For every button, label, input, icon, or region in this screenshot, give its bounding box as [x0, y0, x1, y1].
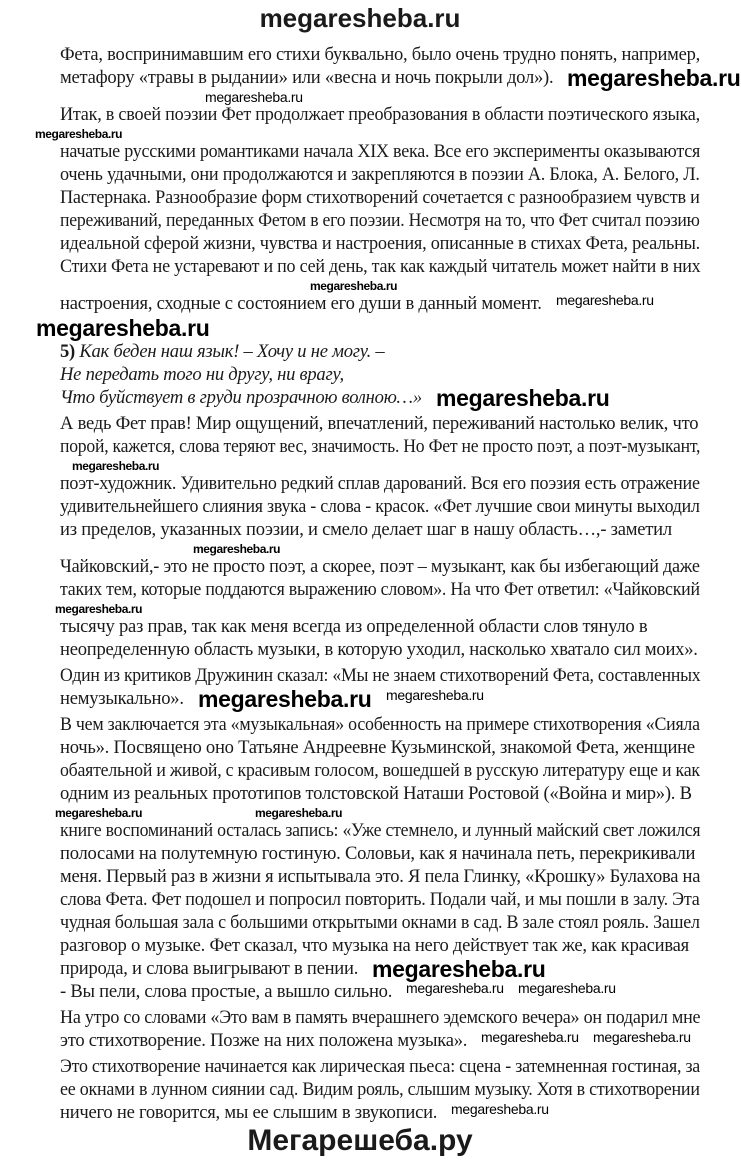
text-line: ее окнами в лунном сиянии сад. Видим рояль, слышим музыку. Хотя в стихотворении: [60, 1079, 700, 1100]
text-line: удивительнейшего слияния звука - слова - красок. «Фет лучшие свои минуты выходил: [60, 496, 700, 517]
text-line: книге воспоминаний осталась запись: «Уже стемнело, и лунный майский свет ложился: [60, 820, 701, 841]
poem-line: Не передать того ни другу, ни врагу,: [60, 364, 344, 385]
text-line: слова Фета. Фет подошел и попросил повторить. Подали чай, и мы пошли в залу. Эта: [60, 889, 700, 910]
watermark: megaresheba.ru: [593, 1029, 691, 1045]
text-line: меня. Первый раз в жизни я испытывала это. Я пела Глинку, «Крошку» Булахова на: [60, 866, 701, 887]
text-line: переживаний, переданных Фетом в его поэзии. Несмотря на то, что Фет считал поэзию: [60, 210, 700, 231]
text-line: очень удачными, они продолжаются и закрепляются в поэзии А. Блока, А. Белого, Л.: [60, 164, 700, 185]
text-line: ничего не говорится, мы ее слышим в звукописи.: [60, 1102, 438, 1123]
text-line: одним из реальных прототипов толстовской Наташи Ростовой («Война и мир»). В: [60, 783, 692, 804]
text-line: неопределенную область музыки, в которую уходил, насколько хватало сил моих».: [60, 639, 698, 660]
watermark: megaresheba.ru: [481, 1029, 579, 1045]
watermark: megaresheba.ru: [55, 602, 143, 616]
text-line: Итак, в своей поэзии Фет продолжает преобразования в области поэтического языка,: [60, 104, 700, 125]
text-line: Чайковский,- это не просто поэт, а скорее, поэт – музыкант, как бы избегающий даже: [60, 556, 700, 577]
text-line: Пастернака. Разнообразие форм стихотворений сочетается с разнообразием чувств и: [60, 187, 700, 208]
text-line: В чем заключается эта «музыкальная» особенность на примере стихотворения «Сияла: [60, 714, 700, 735]
watermark: megaresheba.ru: [451, 1101, 549, 1117]
item-number: 5): [60, 341, 75, 362]
poem-line: Что буйствует в груди прозрачною волною…»: [60, 387, 422, 408]
watermark: megaresheba.ru: [205, 89, 303, 105]
text-line: идеальной сферой жизни, чувства и настроения, описанные в стихах Фета, реальны.: [60, 233, 700, 254]
text-line: - Вы пели, слова простые, а вышло сильно.: [60, 981, 393, 1002]
text-line: ночь». Посвящено оно Татьяне Андреевне Кузьминской, знакомой Фета, женщине: [60, 737, 695, 758]
watermark: megaresheba.ru: [255, 806, 343, 820]
text-line: начатые русскими романтиками начала XIX века. Все его эксперименты оказываются: [60, 141, 701, 162]
text-line: На утро со словами «Это вам в память вчерашнего эдемского вечера» он подарил мне: [60, 1007, 701, 1028]
watermark: megaresheba.ru: [556, 292, 654, 308]
text-line: разговор о музыке. Фет сказал, что музыка на него действует так же, как красивая: [60, 935, 689, 956]
text-line: обаятельной и живой, с красивым голосом, вошедшей в русскую литературу еще и как: [60, 760, 700, 781]
text-line: немузыкально».: [60, 688, 184, 709]
text-line: таких тем, которые поддаются выражению словом». На что Фет ответил: «Чайковский: [60, 579, 700, 600]
watermark: megaresheba.ru: [518, 980, 616, 996]
text-line: Стихи Фета не устаревают и по сей день, так как каждый читатель может найти в них: [60, 256, 701, 277]
text-line: полосами на полутемную гостиную. Соловьи, как я начинала петь, перекрикивали: [60, 843, 696, 864]
text-line: поэт-художник. Удивительно редкий сплав дарований. Вся его поэзия есть отражение: [60, 473, 700, 494]
text-line: тысячу раз прав, так как меня всегда из определенной области слов тянуло в: [60, 616, 648, 637]
text-line: из пределов, указанных поэзии, и смело делает шаг в нашу область…,- заметил: [60, 519, 672, 540]
watermark: megaresheba.ru: [567, 65, 741, 91]
watermark: megaresheba.ru: [198, 686, 372, 712]
watermark: megaresheba.ru: [36, 315, 210, 341]
watermark: megaresheba.ru: [406, 980, 504, 996]
watermark: megaresheba.ru: [55, 806, 143, 820]
text-line: чудная большая зала с большими открытыми окнами в сад. В зале стоял рояль. Зашел: [60, 912, 700, 933]
text-line: это стихотворение. Позже на них положена музыка».: [60, 1030, 468, 1051]
site-footer: Мегарешеба.ру: [247, 1124, 473, 1157]
text-line: Это стихотворение начинается как лирическая пьеса: сцена - затемненная гостиная, за: [60, 1056, 701, 1077]
watermark: megaresheba.ru: [372, 956, 546, 982]
text-line: порой, кажется, слова теряют вес, значимость. Но Фет не просто поэт, а поэт-музыкант,: [60, 436, 701, 457]
text-line: природа, и слова выигрывают в пении.: [60, 958, 359, 979]
poem-text: Как беден наш язык! – Хочу и не могу. –: [79, 341, 385, 362]
watermark: megaresheba.ru: [193, 542, 281, 556]
text-line: настроения, сходные с состоянием его души в данный момент.: [60, 293, 542, 314]
poem-line: [60, 342, 384, 361]
watermark: megaresheba.ru: [72, 459, 160, 473]
text-line: Один из критиков Дружинин сказал: «Мы не знаем стихотворений Фета, составленных: [60, 665, 701, 686]
text-line: Фета, воспринимавшим его стихи буквально, было очень трудно понять, например,: [60, 44, 700, 65]
text-line: А ведь Фет прав! Мир ощущений, впечатлений, переживаний настолько велик, что: [60, 413, 699, 434]
watermark: megaresheba.ru: [310, 279, 398, 293]
watermark: megaresheba.ru: [436, 385, 610, 411]
watermark: megaresheba.ru: [386, 687, 484, 703]
watermark: megaresheba.ru: [35, 127, 123, 141]
text-line: метафору «травы в рыдании» или «весна и ночь покрыли дол»).: [60, 67, 554, 88]
site-header: megaresheba.ru: [259, 3, 461, 33]
